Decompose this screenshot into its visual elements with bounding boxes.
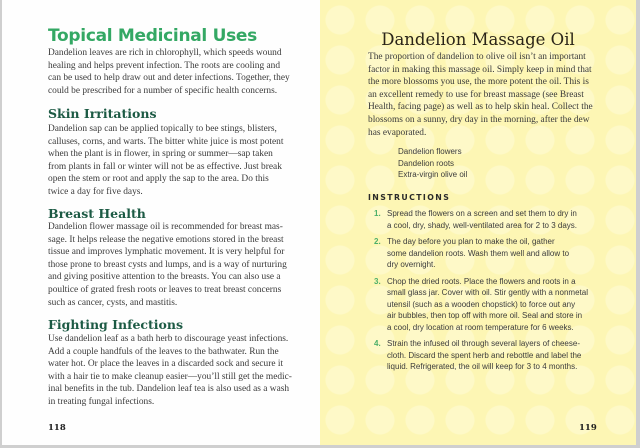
- page-number: 119: [579, 423, 597, 433]
- section-heading: Fighting Infections: [48, 317, 184, 332]
- text-line: liquid. Refrigerated, the oil will keep for 3 to 4 months.: [387, 362, 578, 371]
- step-number: 1.: [374, 209, 381, 218]
- step-number: 3.: [374, 276, 381, 286]
- text-line: cloth. Discard the spent herb and rebottle and label the: [387, 350, 582, 360]
- text-line: Health, facing page) as well as to help skin heal. Collect the: [368, 102, 593, 113]
- text-line: an excellent remedy to use for breast massage (see Breast: [368, 89, 584, 100]
- instruction-step: [374, 208, 588, 231]
- text-line: with a hair tie to make cleanup easier—you’ll still get the medic-: [48, 371, 292, 382]
- text-line: the more blossoms you use, the more potent the oil. This is: [368, 77, 589, 88]
- text-line: Dandelion leaves are rich in chlorophyll, which speeds wound: [48, 48, 282, 58]
- recipe-title: Dandelion Massage Oil: [381, 30, 575, 49]
- text-line: The day before you plan to make the oil, gather: [387, 237, 555, 246]
- text-line: Strain the infused oil through several layers of cheese-: [387, 339, 580, 348]
- text-line: calluses, corns, and warts. The bitter white juice is most potent: [48, 136, 284, 147]
- text-line: can be used to help draw out and deter infections. Together, they: [48, 73, 290, 84]
- text-line: Dandelion sap can be applied topically to bee stings, blisters,: [48, 124, 277, 134]
- text-line: open the stem or root and apply the sap to the area. Do this: [48, 174, 269, 185]
- text-line: water hot. Or place the leaves in a discarded sock and secure it: [48, 359, 284, 370]
- section-heading: Skin Irritations: [48, 106, 157, 121]
- section-paragraph: [48, 123, 283, 199]
- instructions-list: [374, 208, 588, 378]
- text-line: sage. It helps release the negative emotions stored in the breast: [48, 234, 284, 245]
- text-line: Dandelion flowers: [398, 147, 462, 156]
- text-line: in treating fungal infections.: [48, 396, 155, 407]
- text-line: small glass jar. Cover with oil. Stir gently with a nonmetal: [387, 288, 588, 297]
- ingredients-list: [398, 146, 467, 181]
- text-line: healing and helps prevent infection. The roots are cooling and: [48, 60, 281, 71]
- step-number: 2.: [374, 237, 381, 246]
- text-line: blossoms on a sunny, dry day in the morning, after the dew: [368, 114, 590, 125]
- text-line: Use dandelion leaf as a bath herb to discourage yeast infections.: [48, 334, 289, 344]
- step-number: 4.: [374, 339, 381, 348]
- instructions-heading: INSTRUCTIONS: [368, 193, 451, 202]
- text-line: utensil (such as a wooden chopstick) to force out any: [387, 299, 576, 309]
- text-line: dry overnight.: [387, 260, 436, 269]
- text-line: tissue and improves lymphatic movement. It is very helpful for: [48, 247, 285, 258]
- text-line: air bubbles, then top off with more oil. Seal and store in: [387, 311, 583, 320]
- instruction-step: [374, 338, 588, 373]
- text-line: Extra-virgin olive oil: [398, 170, 468, 179]
- recipe-intro: [368, 51, 593, 139]
- text-line: when the plant is in flower, in spring or summer—sap taken: [48, 149, 273, 160]
- text-line: those prone to breast cysts and lumps, and is a way of nurturing: [48, 259, 287, 270]
- text-line: could be prescribed for a number of specific health concerns.: [48, 85, 278, 96]
- intro-paragraph: [48, 47, 290, 97]
- text-line: poultice of grated fresh roots or leaves to treat breast concerns: [48, 284, 282, 295]
- text-line: inal benefits in the tub. Dandelion leaf tea is also used as a wash: [48, 384, 290, 395]
- page-title: Topical Medicinal Uses: [48, 26, 257, 46]
- text-line: twice a day for five days.: [48, 186, 143, 197]
- left-page: [2, 0, 320, 445]
- text-line: such as cancer, cysts, and mastitis.: [48, 297, 178, 308]
- section-heading: Breast Health: [48, 206, 146, 221]
- text-line: The proportion of dandelion to olive oil isn’t an important: [368, 52, 586, 62]
- page-number: 118: [48, 423, 66, 433]
- instruction-step: [374, 276, 588, 334]
- text-line: Spread the flowers on a screen and set them to dry in: [387, 209, 577, 218]
- text-line: from plants in fall or winter will not be as effective. Just break: [48, 161, 282, 172]
- right-page: [320, 0, 636, 445]
- text-line: Dandelion flower massage oil is recommended for breast mas-: [48, 222, 283, 232]
- text-line: factor in making this massage oil. Simply keep in mind that: [368, 64, 592, 75]
- text-line: Dandelion roots: [398, 158, 455, 168]
- text-line: a cool, dry, shady, well-ventilated area for 2 to 3 days.: [387, 220, 578, 230]
- text-line: some dandelion roots. Wash them well and allow to: [387, 248, 570, 258]
- section-paragraph: [48, 221, 287, 309]
- text-line: has evaporated.: [368, 127, 427, 138]
- text-line: Add a couple handfuls of the leaves to the bathwater. Run the: [48, 346, 279, 357]
- instruction-step: [374, 236, 588, 271]
- text-line: a cool, dry location at room temperature for 6 weeks.: [387, 322, 574, 332]
- text-line: and giving positive attention to the breasts. You can also use a: [48, 272, 281, 283]
- section-paragraph: [48, 333, 292, 409]
- text-line: Chop the dried roots. Place the flowers and roots in a: [387, 276, 576, 286]
